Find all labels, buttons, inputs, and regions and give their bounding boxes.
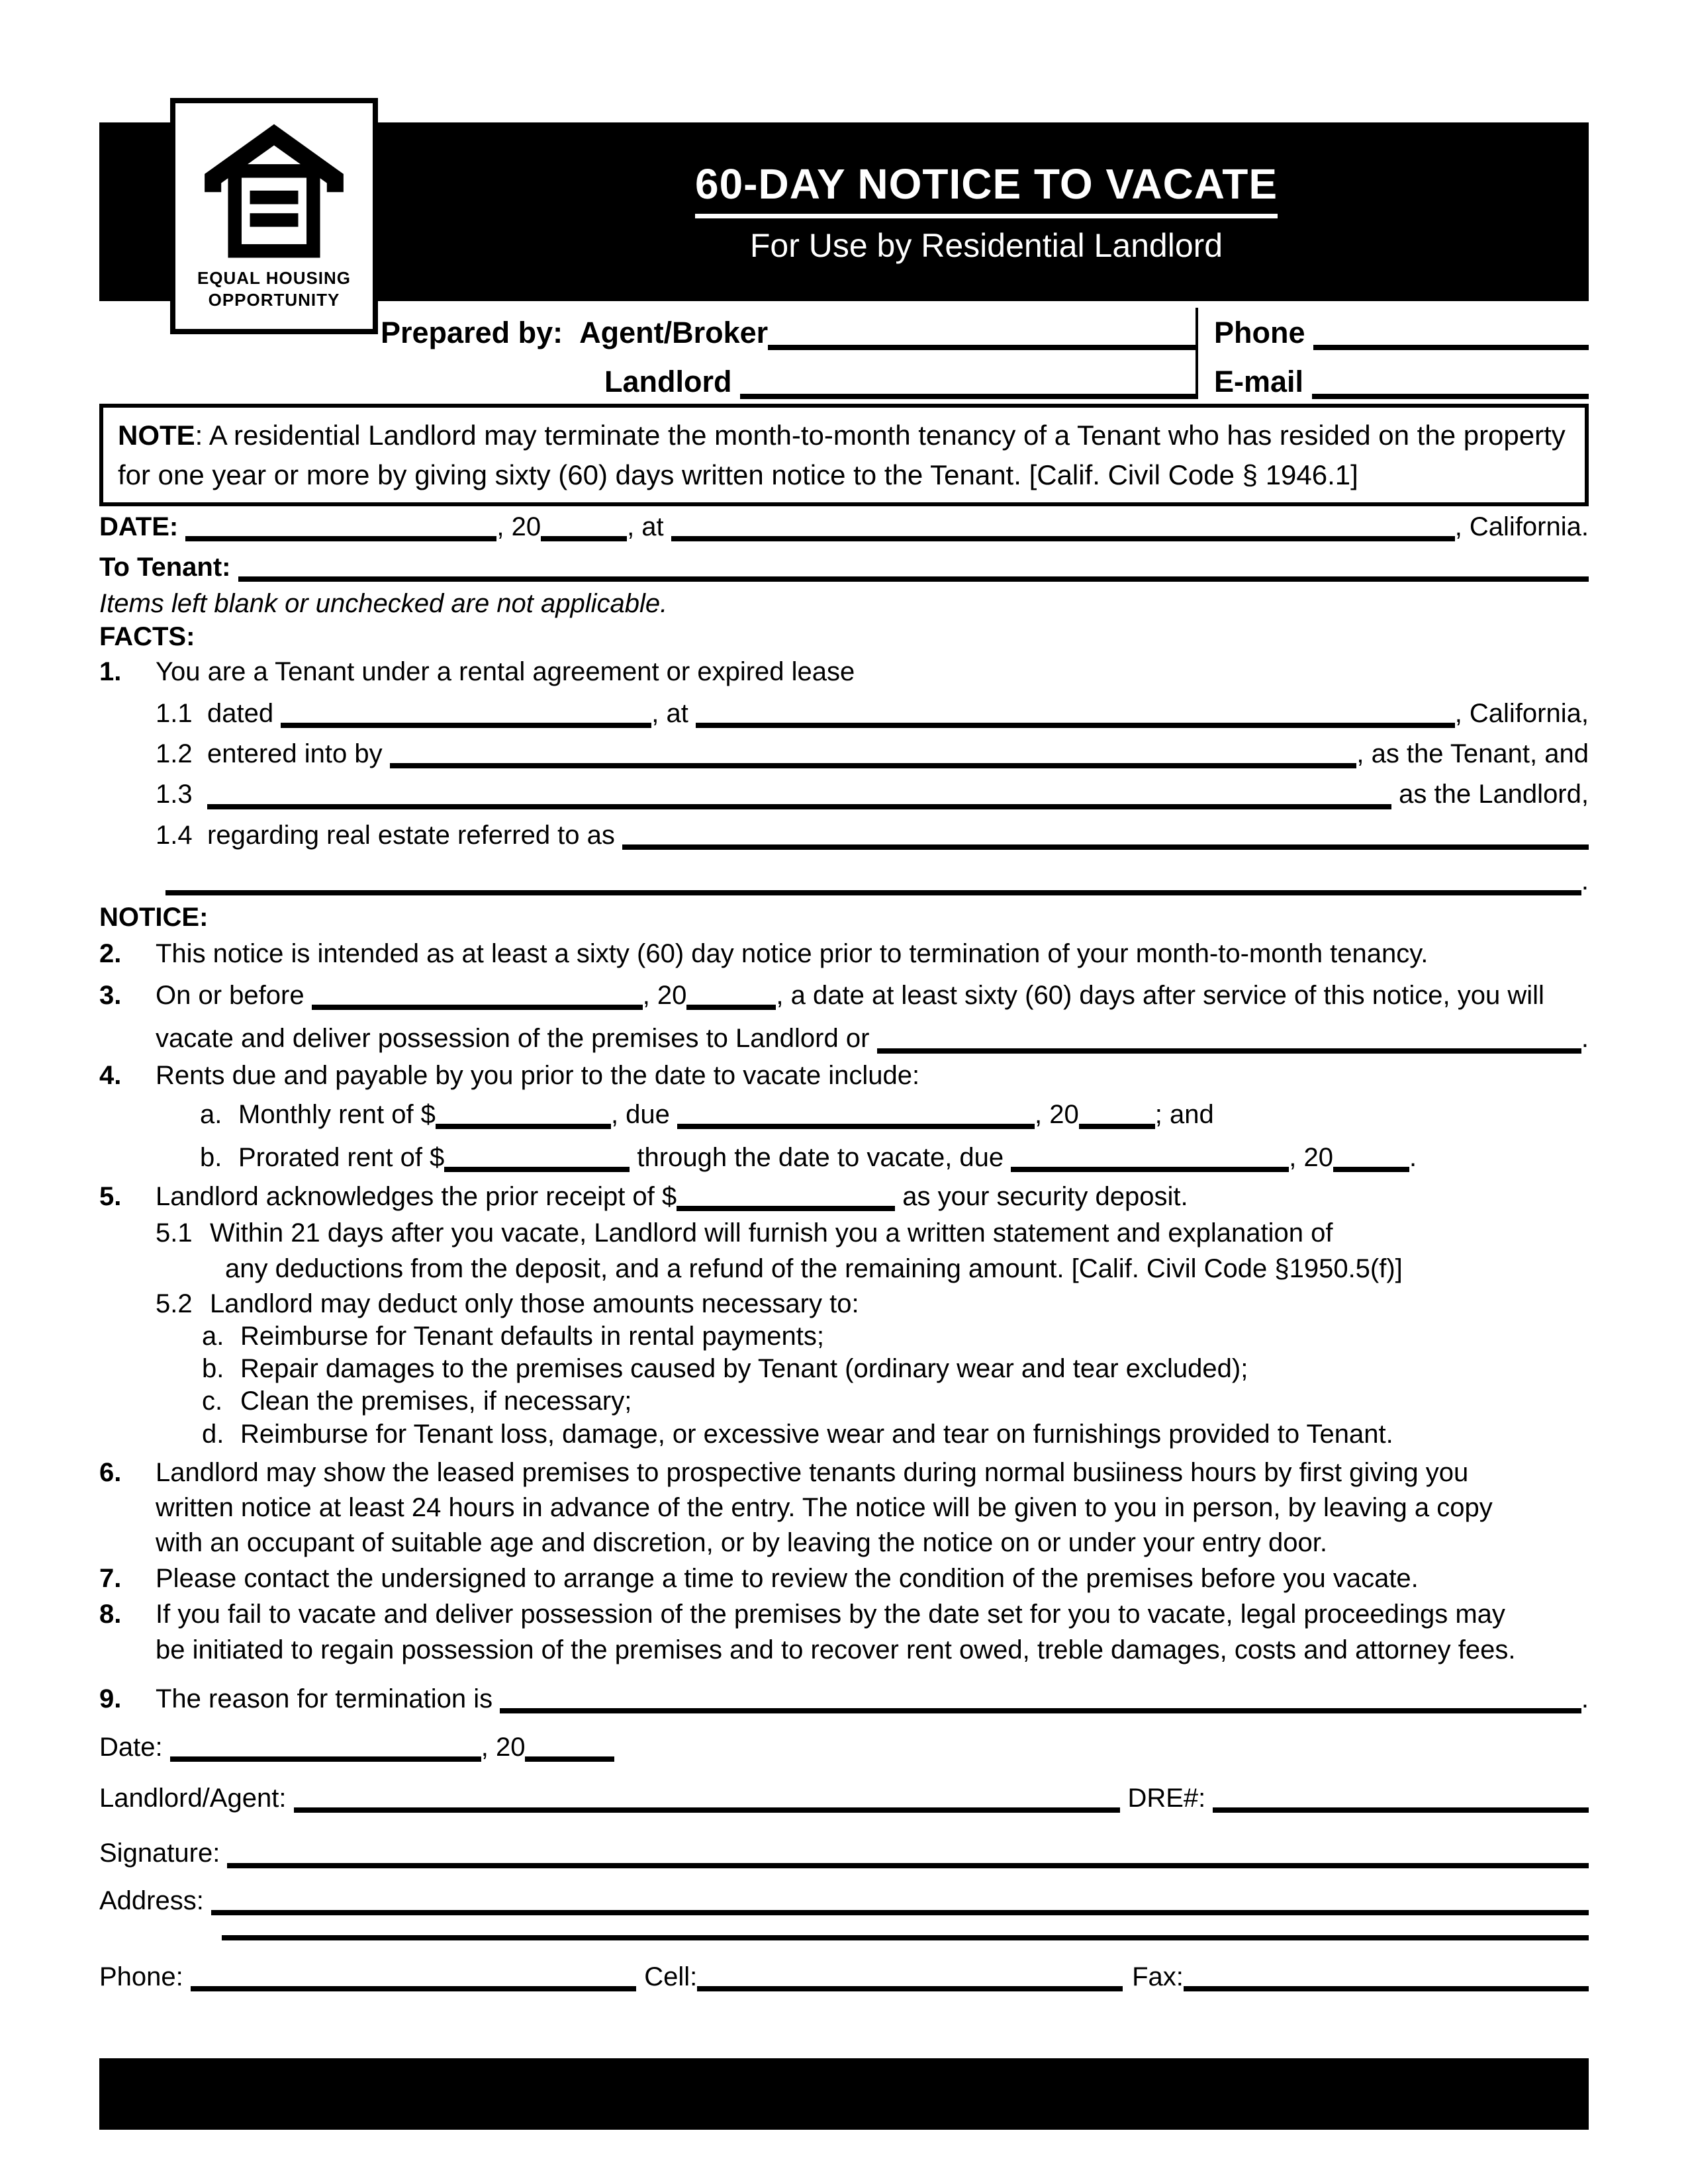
notice-4b-20-text: , 20 xyxy=(1289,1143,1333,1172)
notice-5-1-number: 5.1 xyxy=(156,1218,193,1248)
notice-5-2-text: Landlord may deduct only those amounts necessary to: xyxy=(210,1289,859,1318)
notice-4a-letter: a. xyxy=(200,1099,222,1129)
notice-5-pre-text: Landlord acknowledges the prior receipt of $ xyxy=(156,1182,677,1212)
equal-housing-caption xyxy=(197,267,351,310)
notice-4b-letter: b. xyxy=(200,1143,222,1172)
fact-1-2-end-text: , as the Tenant, and xyxy=(1356,739,1589,769)
address-label: Address: xyxy=(99,1886,211,1915)
fact-1-2-row xyxy=(156,740,1589,768)
cell-blank[interactable] xyxy=(697,1986,1123,1991)
notice-4-number: 4. xyxy=(99,1060,122,1090)
prorated-rent-year-blank[interactable] xyxy=(1333,1167,1409,1172)
prepared-by-block xyxy=(381,308,1589,399)
phone-label: Phone: xyxy=(99,1962,191,1991)
fact-1-4-period: . xyxy=(1581,866,1589,895)
fact-1-1-number: 1.1 xyxy=(156,698,193,728)
notice-4a-due-text: , due xyxy=(610,1099,678,1129)
phone-blank[interactable] xyxy=(191,1986,636,1991)
date-city-blank[interactable] xyxy=(671,536,1455,541)
address-blank[interactable] xyxy=(211,1910,1589,1915)
prepared-by-label: Prepared by: xyxy=(381,316,580,349)
date-at-text: , at xyxy=(627,512,671,541)
notice-9-text: The reason for termination is xyxy=(156,1684,500,1713)
monthly-rent-blank[interactable] xyxy=(436,1124,611,1129)
notice-5-2a-text: Reimburse for Tenant defaults in rental payments; xyxy=(240,1321,824,1351)
tenant-name-blank[interactable] xyxy=(238,576,1589,582)
prorated-rent-blank[interactable] xyxy=(444,1167,630,1172)
notice-7-row xyxy=(99,1565,1589,1593)
fax-blank[interactable] xyxy=(1184,1986,1589,1991)
phone-row-top xyxy=(1214,308,1589,350)
date-year-blank[interactable] xyxy=(541,536,627,541)
signing-date-20-text: , 20 xyxy=(481,1733,526,1762)
email-row xyxy=(1214,357,1589,399)
equal-housing-caption-line2: OPPORTUNITY xyxy=(208,289,340,310)
notice-2-number: 2. xyxy=(99,939,122,969)
notice-7-number: 7. xyxy=(99,1564,122,1594)
notice-3-after-text: , a date at least sixty (60) days after service of this notice, you will xyxy=(776,981,1544,1011)
address-blank-2[interactable] xyxy=(222,1935,1589,1940)
address-row xyxy=(99,1887,1589,1915)
vacate-date-blank[interactable] xyxy=(312,1005,643,1010)
notice-4a-pre-text: Monthly rent of $ xyxy=(238,1099,436,1129)
note-label: NOTE xyxy=(118,420,195,451)
property-description-blank-2[interactable] xyxy=(165,890,1581,895)
notice-4a-row xyxy=(200,1101,1589,1129)
fact-1-1-row xyxy=(156,700,1589,728)
signing-year-blank[interactable] xyxy=(525,1756,614,1762)
notice-5-2c-letter: c. xyxy=(202,1387,223,1416)
fact-1-3-row xyxy=(156,780,1589,809)
notice-7-text: Please contact the undersigned to arrange a time to review the condition of the premises before you vacate. xyxy=(156,1564,1419,1594)
notice-4-text: Rents due and payable by you prior to the date to vacate include: xyxy=(156,1060,920,1090)
signing-date-blank[interactable] xyxy=(170,1756,481,1762)
notice-4-row xyxy=(99,1062,1589,1090)
notice-6-line2: written notice at least 24 hours in advance of the entry. The notice will be given to you in person, by leaving a copy xyxy=(156,1492,1493,1522)
note-text: : A residential Landlord may terminate the month-to-month tenancy of a Tenant who has resided on the property for one year or more by giving sixty (60) days written notice to the Tenant. [Calif. Civil Code § 1946.1] xyxy=(118,420,1566,490)
notice-6-item xyxy=(99,1455,1589,1561)
fact-1-1-dated-text: dated xyxy=(207,698,281,728)
fact-1-4-row xyxy=(156,821,1589,850)
notice-4a-20-text: , 20 xyxy=(1035,1099,1079,1129)
monthly-rent-due-blank[interactable] xyxy=(677,1124,1035,1129)
email-label: E-mail xyxy=(1214,365,1312,398)
notice-6-line1: Landlord may show the leased premises to prospective tenants during normal busiiness hours by first giving you xyxy=(156,1457,1469,1487)
notice-8-line1: If you fail to vacate and deliver possession of the premises by the date set for you to vacate, legal proceedings may xyxy=(156,1600,1505,1629)
fact-1-2-number: 1.2 xyxy=(156,739,193,769)
fact-1-4-number: 1.4 xyxy=(156,820,193,850)
notice-6-line3: with an occupant of suitable age and discretion, or by leaving the notice on or under your entry door. xyxy=(156,1528,1327,1558)
notice-2-row xyxy=(99,940,1589,968)
landlord-row xyxy=(381,357,1196,399)
prepared-by-right-column xyxy=(1198,308,1589,399)
equal-housing-logo xyxy=(170,98,378,334)
lease-city-blank[interactable] xyxy=(696,723,1455,728)
notice-3-number: 3. xyxy=(99,981,122,1011)
note-box xyxy=(99,404,1589,506)
vacate-year-blank[interactable] xyxy=(686,1005,776,1010)
dre-label: DRE#: xyxy=(1120,1784,1213,1813)
notice-4b-period: . xyxy=(1409,1143,1417,1172)
cell-label: Cell: xyxy=(644,1962,698,1991)
fact-1-3-number: 1.3 xyxy=(156,780,193,809)
dre-number-blank[interactable] xyxy=(1213,1807,1589,1813)
tenant-party-blank[interactable] xyxy=(390,763,1357,768)
notice-4b-row xyxy=(200,1144,1589,1172)
notice-5-2a-row xyxy=(202,1322,1589,1351)
lease-date-blank[interactable] xyxy=(281,723,651,728)
phone-cell-fax-row xyxy=(99,1963,1589,1991)
items-blank-note: Items left blank or unchecked are not applicable. xyxy=(99,589,668,619)
prepared-by-left-column xyxy=(381,308,1196,399)
notice-5-1-line2-text: any deductions from the deposit, and a refund of the remaining amount. [Calif. Civil Code §1950.5(f)] xyxy=(225,1253,1403,1283)
prep-email-blank[interactable] xyxy=(1312,394,1589,399)
notice-9-row xyxy=(99,1685,1589,1713)
monthly-rent-year-blank[interactable] xyxy=(1079,1124,1155,1129)
fact-1-text: You are a Tenant under a rental agreement or expired lease xyxy=(156,657,855,686)
date-row xyxy=(99,513,1589,541)
signing-date-row xyxy=(99,1733,1589,1762)
fact-1-3-end-text: as the Landlord, xyxy=(1391,780,1589,809)
phone-label-top: Phone xyxy=(1214,316,1314,349)
agent-broker-row xyxy=(381,308,1196,350)
landlord-label: Landlord xyxy=(604,365,740,398)
notice-5-2d-row xyxy=(202,1420,1589,1449)
notice-5-1-line1-text: Within 21 days after you vacate, Landlord will furnish you a written statement and explanation of xyxy=(210,1218,1333,1248)
notice-3-continuation-row xyxy=(156,1024,1589,1053)
date-20-text: , 20 xyxy=(496,512,541,541)
notice-5-end-text: as your security deposit. xyxy=(895,1182,1188,1212)
notice-4b-pre-text: Prorated rent of $ xyxy=(238,1143,445,1172)
notice-5-number: 5. xyxy=(99,1182,122,1212)
equal-housing-caption-line1: EQUAL HOUSING xyxy=(197,268,352,288)
fax-label: Fax: xyxy=(1132,1962,1184,1991)
fact-1-1-california-text: , California, xyxy=(1454,698,1589,728)
notice-9-number: 9. xyxy=(99,1684,122,1713)
notice-5-2-number: 5.2 xyxy=(156,1289,193,1318)
notice-5-2d-letter: d. xyxy=(202,1419,224,1449)
notice-2-text: This notice is intended as at least a sixty (60) day notice prior to termination of your month-to-month tenancy. xyxy=(156,939,1429,969)
notice-5-2c-text: Clean the premises, if necessary; xyxy=(240,1387,632,1416)
notice-5-2a-letter: a. xyxy=(202,1321,224,1351)
fact-1-2-text: entered into by xyxy=(207,739,390,769)
form-body xyxy=(99,513,1589,1991)
equal-housing-house-icon xyxy=(199,120,350,261)
date-blank[interactable] xyxy=(185,536,496,541)
notice-5-2-row xyxy=(156,1290,1589,1318)
notice-5-2d-text: Reimburse for Tenant loss, damage, or excessive wear and tear on furnishings provided to Tenant. xyxy=(240,1419,1393,1449)
agent-broker-blank[interactable] xyxy=(768,345,1196,350)
notice-5-2b-text: Repair damages to the premises caused by Tenant (ordinary wear and tear excluded); xyxy=(240,1354,1248,1384)
landlord-party-blank[interactable] xyxy=(207,804,1391,809)
notice-8-line2: be initiated to regain possession of the premises and to recover rent owed, treble damages, costs and attorney fees. xyxy=(156,1635,1516,1664)
fact-1-number: 1. xyxy=(99,657,122,686)
notice-5-1-line2-row xyxy=(225,1255,1589,1283)
notice-4a-end-text: ; and xyxy=(1154,1099,1214,1129)
notice-3-pre-text: On or before xyxy=(156,981,312,1011)
fact-1-4-continuation-row xyxy=(165,867,1589,895)
notice-3-20-text: , 20 xyxy=(642,981,687,1011)
form-subtitle: For Use by Residential Landlord xyxy=(749,226,1223,264)
property-description-blank[interactable] xyxy=(622,844,1589,850)
address-row-2 xyxy=(222,1935,1589,1940)
signature-label: Signature: xyxy=(99,1839,228,1868)
fact-1-row xyxy=(99,658,1589,686)
notice-5-1-row xyxy=(156,1219,1589,1248)
fact-1-4-text: regarding real estate referred to as xyxy=(207,820,623,850)
notice-3-row xyxy=(99,981,1589,1010)
notice-9-period: . xyxy=(1581,1684,1589,1713)
to-tenant-row xyxy=(99,553,1589,582)
signature-row xyxy=(99,1839,1589,1868)
landlord-agent-row xyxy=(99,1784,1589,1813)
landlord-or-agent-blank[interactable] xyxy=(877,1048,1581,1054)
landlord-agent-label: Landlord/Agent: xyxy=(99,1784,294,1813)
notice-4b-mid-text: through the date to vacate, due xyxy=(630,1143,1011,1172)
agent-broker-label: Agent/Broker xyxy=(579,316,769,349)
landlord-agent-name-blank[interactable] xyxy=(294,1807,1121,1813)
to-tenant-label: To Tenant: xyxy=(99,553,238,582)
notice-8-number: 8. xyxy=(99,1600,122,1629)
fact-1-1-at-text: , at xyxy=(651,698,696,728)
notice-heading: NOTICE: xyxy=(99,902,209,932)
notice-6-number: 6. xyxy=(99,1457,122,1487)
notice-5-row xyxy=(99,1183,1589,1211)
date-california-text: , California. xyxy=(1454,512,1589,541)
form-title: 60-DAY NOTICE TO VACATE xyxy=(695,159,1278,218)
notice-5-2b-row xyxy=(202,1355,1589,1383)
signature-blank[interactable] xyxy=(227,1863,1589,1868)
notice-5-2c-row xyxy=(202,1387,1589,1416)
notice-3-line2-text: vacate and deliver possession of the premises to Landlord or xyxy=(156,1024,877,1054)
facts-heading: FACTS: xyxy=(99,621,195,651)
prorated-rent-due-blank[interactable] xyxy=(1011,1167,1289,1172)
termination-reason-blank[interactable] xyxy=(500,1708,1581,1713)
signing-date-label: Date: xyxy=(99,1733,170,1762)
security-deposit-blank[interactable] xyxy=(677,1206,895,1211)
notice-3-period: . xyxy=(1581,1024,1589,1054)
notice-8-item xyxy=(99,1597,1589,1667)
notice-5-2b-letter: b. xyxy=(202,1354,224,1384)
date-label: DATE: xyxy=(99,512,186,541)
landlord-blank[interactable] xyxy=(740,394,1196,399)
footer-bar xyxy=(99,2058,1589,2130)
prep-phone-blank[interactable] xyxy=(1313,345,1589,350)
